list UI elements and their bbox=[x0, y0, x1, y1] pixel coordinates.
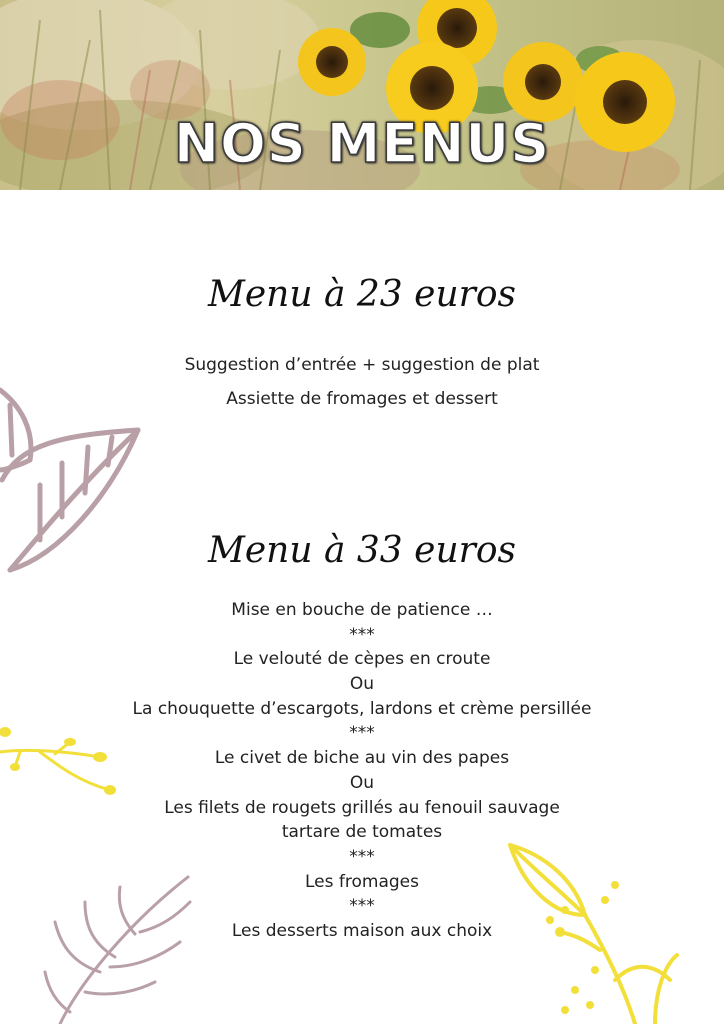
menu-23-heading: Menu à 23 euros bbox=[208, 274, 516, 315]
menu-33-separator: *** bbox=[349, 846, 375, 867]
menu-33-separator: *** bbox=[349, 896, 375, 917]
menu-33-separator: *** bbox=[349, 723, 375, 744]
mauve-fern-icon bbox=[40, 872, 200, 1024]
sunflower-icon bbox=[503, 42, 583, 122]
mauve-leaf-icon bbox=[0, 385, 145, 580]
menu-23-line: Assiette de fromages et dessert bbox=[226, 389, 498, 409]
menu-33-line: Ou bbox=[349, 674, 375, 695]
yellow-branch-icon bbox=[505, 840, 680, 1024]
menu-33-line: Les filets de rougets grillés au fenouil sauvage bbox=[164, 797, 560, 818]
menu-33-line: Les fromages bbox=[305, 871, 419, 892]
header-banner bbox=[0, 0, 724, 190]
menu-33-separator: *** bbox=[349, 624, 375, 645]
menu-33-line: tartare de tomates bbox=[281, 822, 443, 843]
page-title: NOS MENUS bbox=[173, 112, 551, 175]
sunflower-icon bbox=[298, 28, 366, 96]
menu-33-heading: Menu à 33 euros bbox=[208, 530, 516, 571]
menu-33-line: Ou bbox=[349, 772, 375, 793]
menu-33-line: Les desserts maison aux choix bbox=[231, 920, 493, 941]
yellow-sprig-icon bbox=[0, 722, 120, 797]
menu-33-line: La chouquette d’escargots, lardons et crème persillée bbox=[132, 698, 592, 719]
menu-33-line: Mise en bouche de patience … bbox=[231, 600, 493, 620]
menu-33-line: Le velouté de cèpes en croute bbox=[233, 649, 491, 670]
menu-23-line: Suggestion d’entrée + suggestion de plat bbox=[184, 355, 540, 375]
menu-33-line: Le civet de biche au vin des papes bbox=[214, 748, 510, 769]
